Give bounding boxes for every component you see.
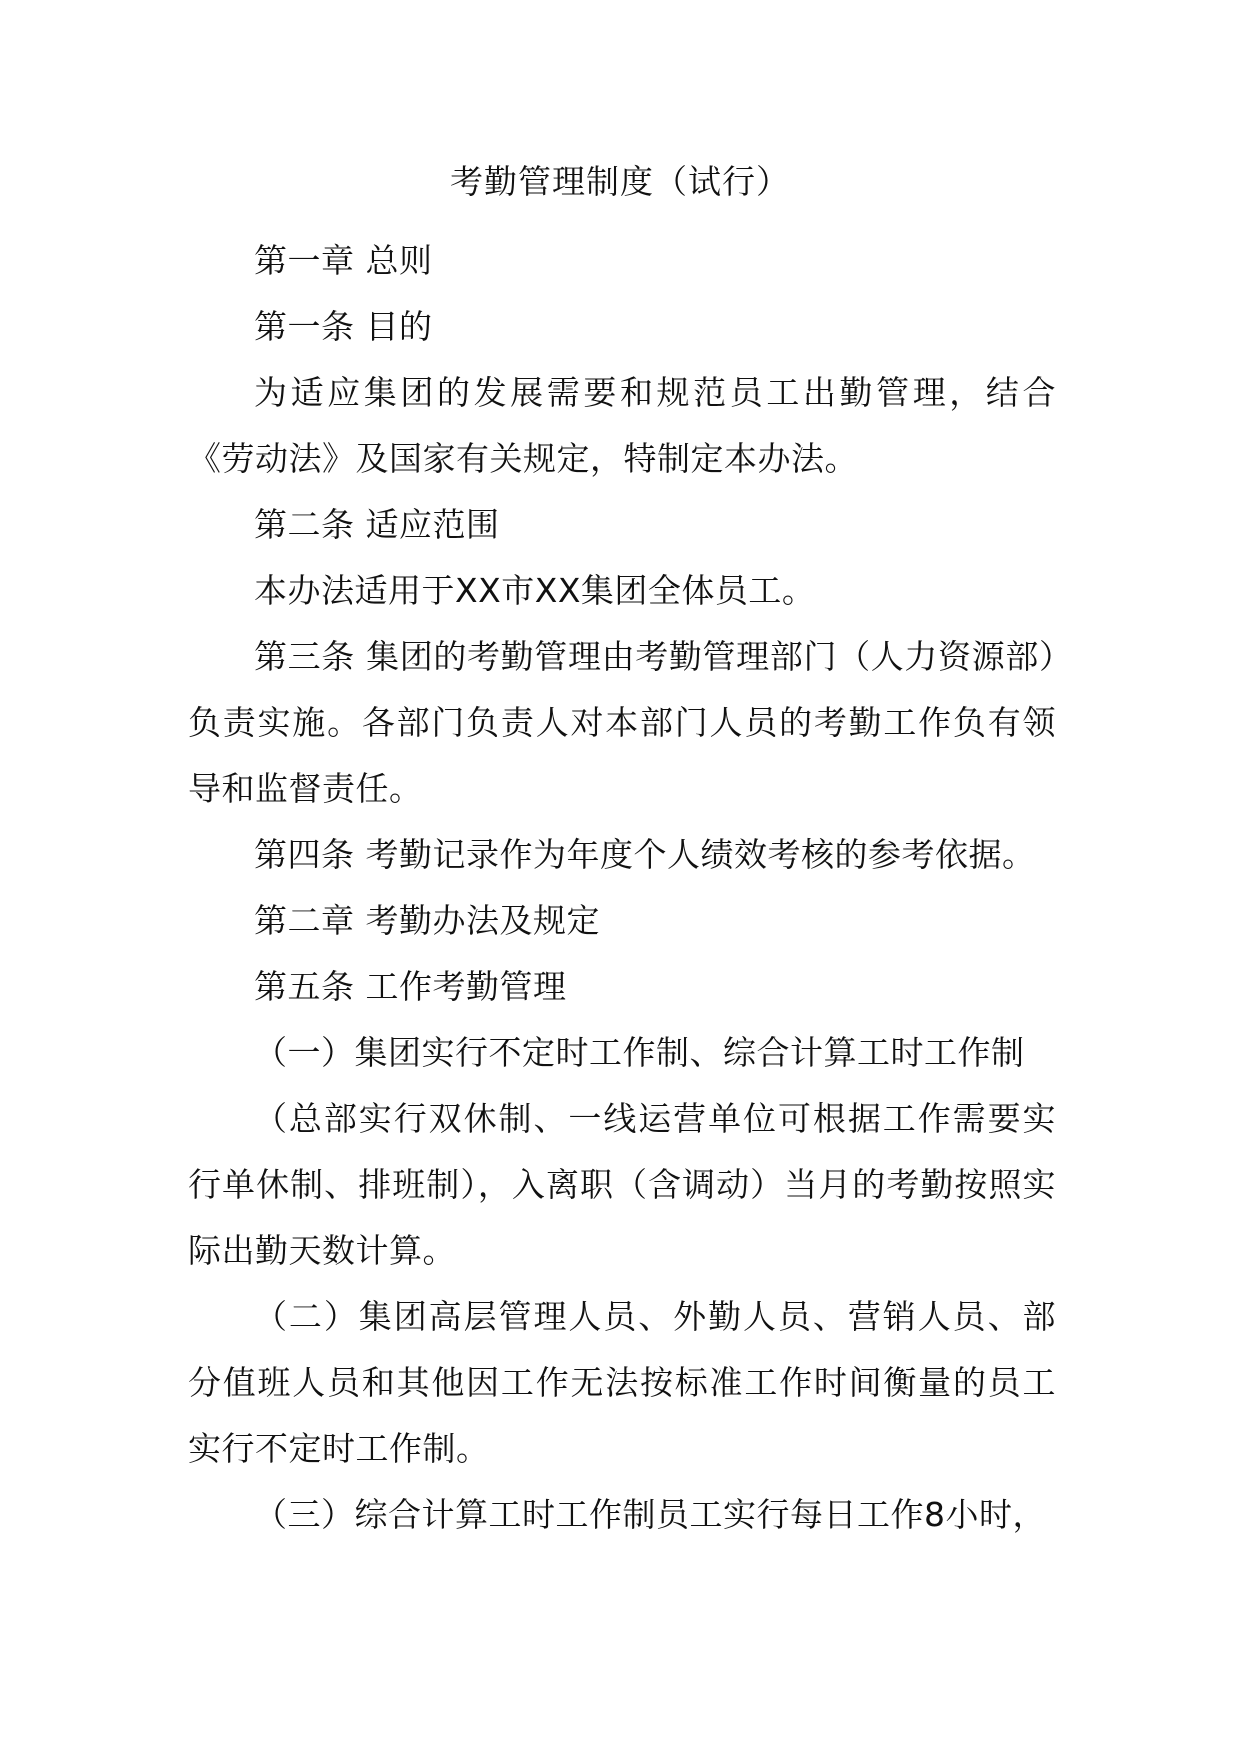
- paragraph: （总部实行双休制、一线运营单位可根据工作需要实行单休制、排班制），入离职（含调动）当月的考勤按照实际出勤天数计算。: [188, 1099, 1056, 1270]
- article-heading: 第五条 工作考勤管理: [254, 967, 567, 1006]
- chapter-heading: 第二章 考勤办法及规定: [254, 901, 600, 940]
- chapter-heading: 第一章 总则: [254, 241, 433, 280]
- document-body: [188, 228, 1056, 1548]
- paragraph: 第四条 考勤记录作为年度个人绩效考核的参考依据。: [254, 835, 1036, 874]
- paragraph: 本办法适用于XX市XX集团全体员工。: [254, 571, 816, 610]
- paragraph: 为适应集团的发展需要和规范员工出勤管理，结合《劳动法》及国家有关规定，特制定本办法。: [188, 373, 1056, 478]
- list-item: （三）综合计算工时工作制员工实行每日工作8小时，: [254, 1495, 1046, 1534]
- list-item: （一）集团实行不定时工作制、综合计算工时工作制: [254, 1033, 1025, 1072]
- list-item: （二）集团高层管理人员、外勤人员、营销人员、部分值班人员和其他因工作无法按标准工作时间衡量的员工实行不定时工作制。: [188, 1297, 1056, 1468]
- paragraph: 第三条 集团的考勤管理由考勤管理部门（人力资源部）负责实施。各部门负责人对本部门人员的考勤工作负有领导和监督责任。: [188, 637, 1056, 808]
- document-title: 考勤管理制度（试行）: [450, 162, 790, 201]
- article-heading: 第一条 目的: [254, 307, 433, 346]
- article-heading: 第二条 适应范围: [254, 505, 500, 544]
